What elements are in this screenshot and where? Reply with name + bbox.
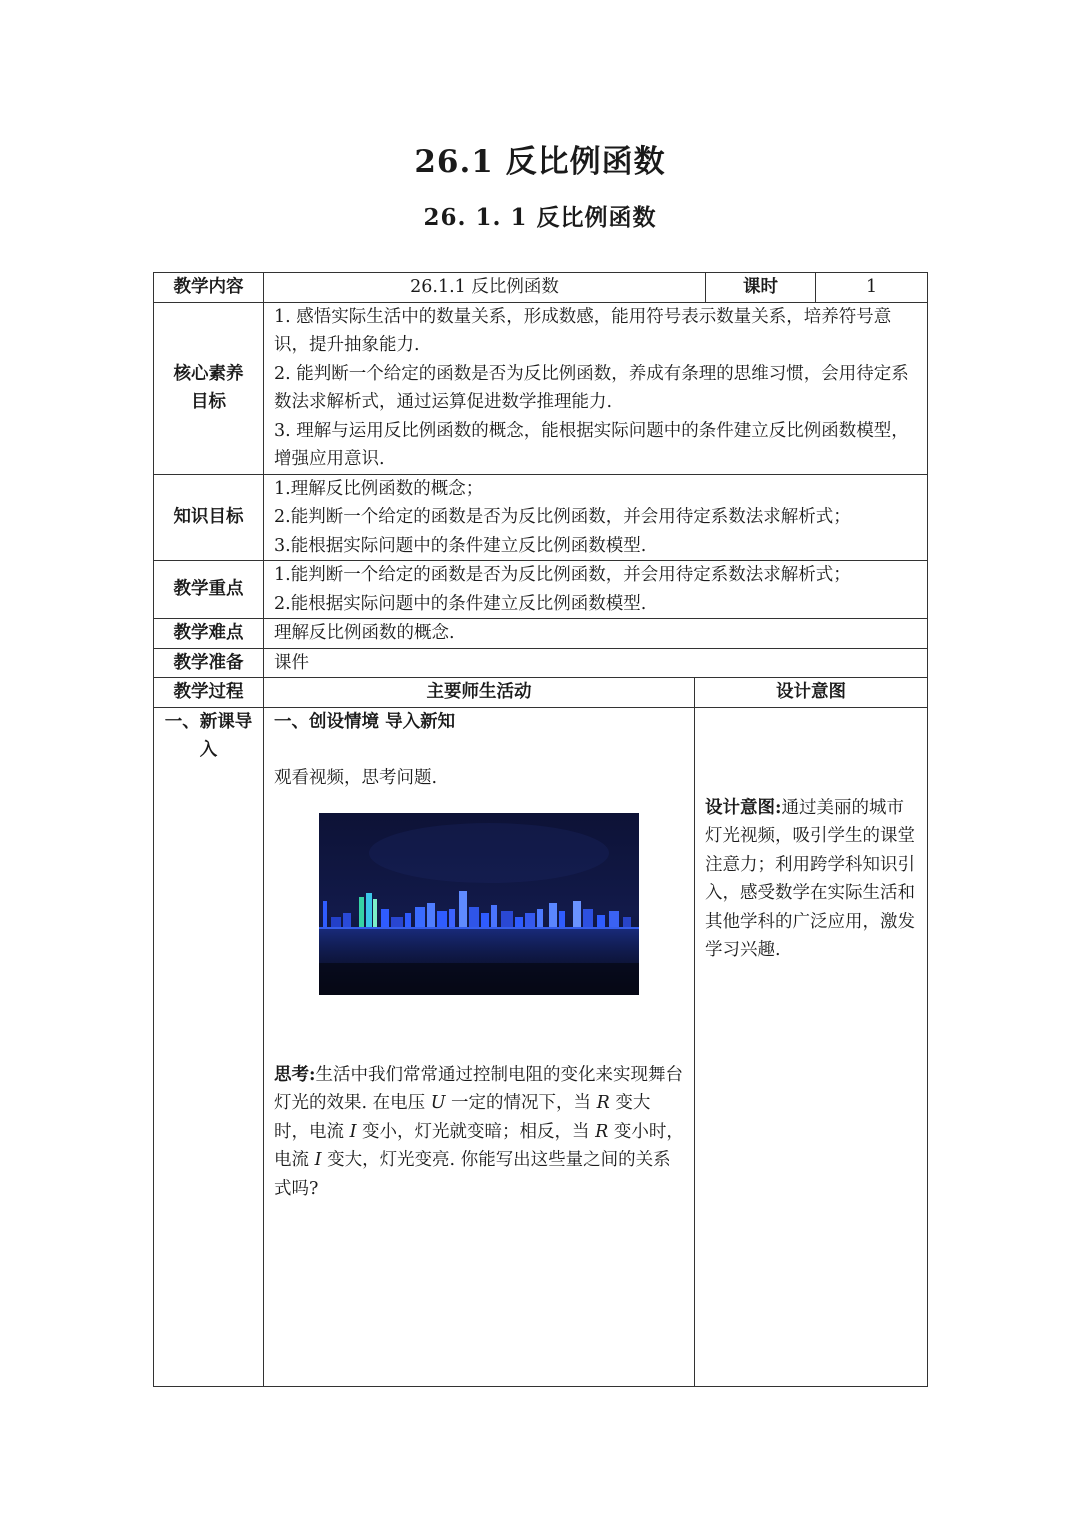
var-u: U bbox=[430, 1093, 446, 1113]
key-label: 教学重点 bbox=[154, 561, 264, 619]
var-r: R bbox=[595, 1121, 609, 1142]
knowledge-item: 3.能根据实际问题中的条件建立反比例函数模型. bbox=[274, 535, 647, 556]
activity-label: 主要师生活动 bbox=[264, 678, 695, 708]
intent-label: 设计意图 bbox=[695, 678, 928, 708]
hours-label: 课时 bbox=[706, 273, 816, 303]
knowledge-item: 1.理解反比例函数的概念； bbox=[274, 478, 484, 499]
section-heading: 一、创设情境 导入新知 bbox=[274, 711, 456, 732]
row-knowledge bbox=[154, 474, 928, 561]
knowledge-label: 知识目标 bbox=[154, 474, 264, 561]
row-process-header bbox=[154, 678, 928, 708]
difficulty-label: 教学难点 bbox=[154, 619, 264, 649]
var-i: I bbox=[314, 1150, 322, 1170]
row-key-points bbox=[154, 561, 928, 619]
core-label: 核心素养目标 bbox=[154, 302, 264, 474]
city-skyline-illustration bbox=[319, 813, 639, 995]
var-r: R bbox=[596, 1093, 610, 1113]
key-points bbox=[264, 561, 928, 619]
prep-label: 教学准备 bbox=[154, 648, 264, 678]
var-i: I bbox=[349, 1121, 357, 1142]
row-intro-stage bbox=[154, 707, 928, 1386]
stage-label: 一、新课导入 bbox=[154, 707, 264, 1386]
prep-value: 课件 bbox=[264, 648, 928, 678]
page-title: 26.1 反比例函数 bbox=[414, 144, 666, 180]
city-lights-image bbox=[319, 813, 639, 995]
row-difficulty bbox=[154, 619, 928, 649]
video-figure bbox=[274, 793, 684, 995]
core-objectives bbox=[264, 302, 928, 474]
page-subtitle: 26. 1. 1 反比例函数 bbox=[423, 204, 657, 231]
row-core bbox=[154, 302, 928, 474]
row-content bbox=[154, 273, 928, 303]
think-question: 思考:生活中我们常常通过控制电阻的变化来实现舞台灯光的效果. 在电压 U 一定的情况下，当 R 变大时，电流 I 变小，灯光就变暗；相反，当 R 变小时，电流 I 变大，灯光变亮. 你能写出这些量之间的关系式吗? bbox=[274, 1064, 684, 1199]
process-label: 教学过程 bbox=[154, 678, 264, 708]
intent-cell bbox=[695, 707, 928, 1386]
core-item: 2. 能判断一个给定的函数是否为反比例函数，养成有条理的思维习惯，会用待定系数法求解析式，通过运算促进数学推理能力. bbox=[274, 363, 909, 412]
activity-cell bbox=[264, 707, 695, 1386]
key-item: 2.能根据实际问题中的条件建立反比例函数模型. bbox=[274, 593, 647, 614]
hours-value: 1 bbox=[816, 273, 928, 303]
difficulty-value: 理解反比例函数的概念. bbox=[264, 619, 928, 649]
lesson-plan-table bbox=[153, 272, 928, 1387]
key-item: 1.能判断一个给定的函数是否为反比例函数，并会用待定系数法求解析式； bbox=[274, 565, 851, 585]
content-label: 教学内容 bbox=[154, 273, 264, 303]
watch-text: 观看视频，思考问题. bbox=[274, 768, 438, 788]
content-value: 26.1.1 反比例函数 bbox=[264, 273, 706, 303]
knowledge-objectives bbox=[264, 474, 928, 561]
core-item: 3. 理解与运用反比例函数的概念，能根据实际问题中的条件建立反比例函数模型，增强应用意识. bbox=[274, 420, 909, 469]
row-preparation bbox=[154, 648, 928, 678]
design-intent: 设计意图:通过美丽的城市灯光视频，吸引学生的课堂注意力；利用跨学科知识引入，感受数学在实际生活和其他学科的广泛应用，激发学习兴趣. bbox=[705, 797, 915, 960]
core-item: 1. 感悟实际生活中的数量关系，形成数感，能用符号表示数量关系，培养符号意识，提升抽象能力. bbox=[274, 306, 892, 355]
knowledge-item: 2.能判断一个给定的函数是否为反比例函数，并会用待定系数法求解析式； bbox=[274, 507, 851, 527]
